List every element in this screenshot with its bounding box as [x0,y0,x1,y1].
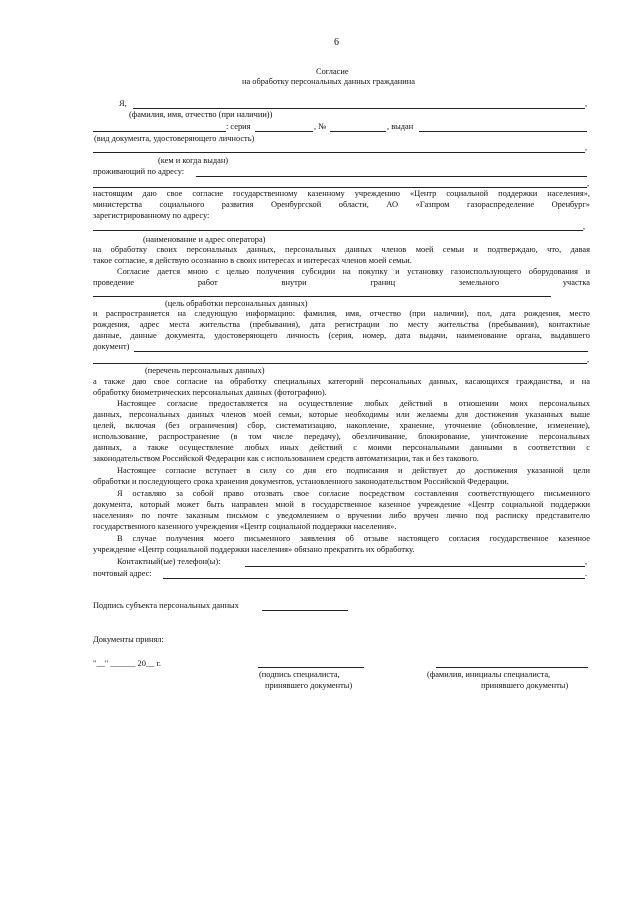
spec-sign-caption-1: (подпись специалиста, [259,670,340,679]
subject-sign-label: Подпись субъекта персональных данных [93,601,239,610]
doc-type-blank [93,131,226,132]
fio-caption: (фамилия, имя, отчество (при наличии)) [129,110,273,119]
p1-line-3: зарегистрированному по адресу: [93,211,210,220]
page-number: 6 [334,37,339,48]
p9-line-1: В случае получения моего письменного заявления об отзыве настоящего согласия государственное казенное [117,534,590,543]
p6-line-3: целей, включая (без ограничения) сбор, систематизацию, накопление, хранение, уточнение (обновление, изменение), [93,421,590,430]
doc-caption: (вид документа, удостоверяющего личность) [94,134,255,143]
operator-caption: (наименование и адрес оператора) [143,235,266,244]
title-line-1: Согласие [316,67,349,76]
postal-label: почтовый адрес: [93,569,152,578]
spec-name-caption-1: (фамилия, инициалы специалиста, [427,670,551,679]
list-caption: (перечень персональных данных) [145,366,265,375]
p8-line-3: населения» по почте заказным письмом с уведомлением о вручении либо вручен лично под расписку представителю [93,511,590,520]
p7-line-2: обработки и последующего срока хранения документов, установленного законодательством Российской Федерации. [93,477,509,486]
seria-blank [255,131,313,132]
p6-line-2: данных, персональных данных членов моей семьи, которые необходимы или желаемы для достижения указанных выше [93,410,590,419]
phones-label: Контактный(ые) телефон(ы): [117,557,221,566]
p6-line-1: Настоящее согласие предоставляется на осуществление любых действий в отношении моих персональных [117,399,590,408]
p5-line-1: а также даю свое согласие на обработку специальных категорий персональных данных, касающихся гражданства, и на [93,377,590,386]
p8-line-4: государственного казенного учреждения «Центр социальной поддержки населения». [93,522,397,531]
fio-blank [133,108,585,109]
p8-line-2: документа, который может быть направлен мной в государственное казенное учреждение «Центр социальной поддержки [93,500,590,509]
p4-line-2: рождения, адрес места жительства (пребывания), дата регистрации по месту жительства (пребывания), контактные [93,320,590,329]
p1-line-1: настоящим даю свое согласие государственному казенному учреждению «Центр социальной поддержки населения», [93,189,590,198]
consent-form-page: 6 Согласие на обработку персональных данных гражданина Я, , (фамилия, имя, отчество (при наличии)) : серия , № , выдан (вид документа, удостоверяющего личность) , (кем и когда выдан) проживающий по адресу: , настоящим даю свое согласие государственному казенному учреждению «Центр социальной поддержки населения», министерства социального развития Оренбургской области, АО «Газпром газораспределение Оренбург» зарегистрированному по адресу: , (наименование и адрес оператора) на обработку своих персональных данных, персональных данных членов моей семьи и подтверждаю, что, давая такое согласие, я действую осознанно в своих интересах и интересах членов моей семьи. Согласие дается мною с целью получения субсидии на покупку и установку газоиспользующего оборудования и проведение работ внутри границ земельного участка (цель обработки персональных данных) и распространяется на следующую информацию: фамилия, имя, отчество (при наличии), пол, дата рождения, место рождения, адрес места жительства (пребывания), дата регистрации по месту жительства (пребывания), контактные данные, данные документа, удостоверяющего личность (серия, номер, дата выдачи, наименование органа, выдавшего документ) , (перечень персональных данных) а также даю свое согласие на обработку специальных категорий персональных данных, касающихся гражданства, и на обработку биометрических персональных данных (фотографию). Настоящее согласие предоставляется на осуществление любых действий в отношении моих персональных данных, персональных данных членов моей семьи, которые необходимы или желаемы для достижения указанных выше целей, включая (без ограничения) сбор, систематизацию, накопление, хранение, уточнение (обновление, изменение), использование, распространение (в том числе передачу), обезличивание, блокирование, уничтожение персональных данных, а также осуществление любых иных действий с моими персональными данными в соответствии с законодательством Российской Федерации как с использованием средств автоматизации, так и без такового. Настоящее согласие вступает в силу со дня его подписания и действует до достижения указанной цели обработки и последующего срока хранения документов, установленного законодательством Российской Федерации. Я оставляю за собой право отозвать свое согласие посредством составления соответствующего письменного документа, который может быть направлен мной в государственное казенное учреждение «Центр социальной поддержки населения» по почте заказным письмом с уведомлением о вручении либо вручен лично под расписку представителю государственного казенного учреждения «Центр социальной поддержки населения». В случае получения моего письменного заявления об отзыве настоящего согласия государственное казенное учреждение «Центр социальной поддержки населения» обязано прекратить их обработку. Контактный(ые) телефон(ы): , почтовый адрес: . Подпись субъекта персональных данных Документы принял: "__" ______ 20__ г. (подпись специалиста, принявшего документы) (фамилия, инициалы специалиста, принявшего документы) [93,37,590,690]
issued-label: , выдан [387,122,414,131]
spec-sign-caption-2: принявшего документы) [265,681,353,690]
address-blank [196,176,587,177]
date-line: "__" ______ 20__ г. [93,659,161,668]
address-label: проживающий по адресу: [93,167,185,176]
subject-sign-blank [262,610,348,611]
number-label: , № [314,122,327,131]
p4-line-4: документ) [93,342,130,351]
seria-label: : серия [226,122,251,131]
p2-line-2: такое согласие, я действую осознанно в своих интересах и интересах членов моей семьи. [93,256,412,265]
p5-line-2: обработку биометрических персональных данных (фотографию). [93,388,327,397]
p6-line-4: использование, распространение (в том числе передачу), обезличивание, блокирование, уничтожение персональных [93,432,590,441]
goal-caption: (цель обработки персональных данных) [165,299,308,308]
list-blank [134,351,588,352]
number-blank [330,131,386,132]
p7-line-1: Настоящее согласие вступает в силу со дня его подписания и действует до достижения указанной цели [117,466,590,475]
docs-accepted-label: Документы принял: [93,635,164,644]
p4-line-3: данные, данные документа, удостоверяющего личность (серия, номер, дата выдачи, наименование органа, выдавшего [93,331,590,340]
title-line-2: на обработку персональных данных гражданина [242,77,415,86]
p6-line-6: законодательством Российской Федерации как с использованием средств автоматизации, так и без такового. [93,454,479,463]
list-blank-2 [93,363,587,364]
p4-line-1: и распространяется на следующую информацию: фамилия, имя, отчество (при наличии), пол, дата рождения, место [93,309,590,318]
p1-line-2: министерства социального развития Оренбургской области, АО «Газпром газораспределение Оренбург» [93,200,590,209]
operator-blank [93,230,583,231]
p2-line-1: на обработку своих персональных данных, персональных данных членов моей семьи и подтверждаю, что, давая [93,245,590,254]
spec-name-blank [436,667,588,668]
ya-label: Я, [119,99,127,108]
p6-line-5: данных, а также осуществление любых иных действий с моими персональными данными в соответствии с [93,443,590,452]
p9-line-2: учреждение «Центр социальной поддержки населения» обязано прекратить их обработку. [93,545,415,554]
issued-by-caption: (кем и когда выдан) [158,156,229,165]
p8-line-1: Я оставляю за собой право отозвать свое согласие посредством составления соответствующего письменного [117,489,590,498]
address-blank-2 [93,187,587,188]
goal-blank [93,296,551,297]
p3-line-1: Согласие дается мною с целью получения субсидии на покупку и установку газоиспользующего оборудования и [117,267,590,276]
spec-sign-blank [258,667,364,668]
p3-line-2: проведение работ внутри границ земельного участка [93,278,590,287]
postal-blank [163,578,585,579]
issued-blank [419,131,587,132]
spec-name-caption-2: принявшего документы) [481,681,569,690]
phones-blank [245,566,585,567]
issued-by-blank [93,152,585,153]
